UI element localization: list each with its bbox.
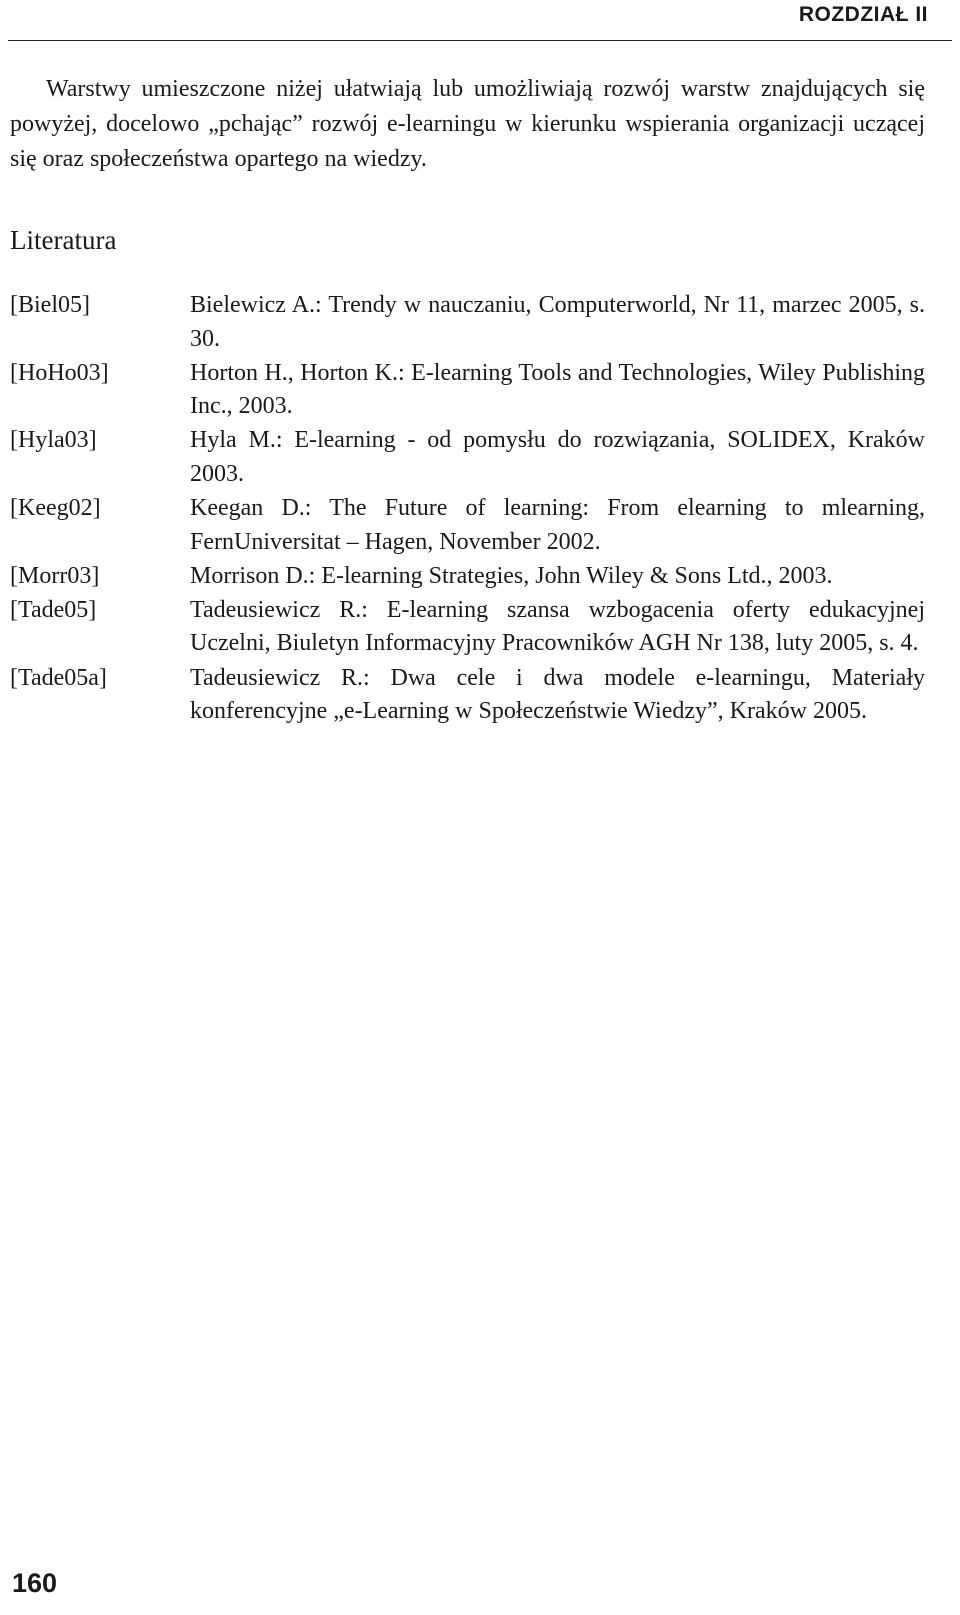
reference-item <box>10 662 925 729</box>
reference-item <box>10 424 925 491</box>
reference-key: [Biel05] <box>10 292 90 318</box>
reference-text: Morrison D.: E-learning Strategies, John Wiley & Sons Ltd., 2003. <box>190 562 833 589</box>
reference-item <box>10 289 925 356</box>
reference-item <box>10 560 925 594</box>
reference-key: [HoHo03] <box>10 359 109 386</box>
reference-key: [Tade05] <box>10 596 97 623</box>
header-rule <box>8 40 952 41</box>
reference-text: Tadeusiewicz R.: E-learning szansa wzbogacenia oferty edukacyjnej Uczelni, Biuletyn Informacyjny Pracowników AGH Nr 138, luty 2005, s. 4. <box>190 596 925 657</box>
reference-item <box>10 594 925 661</box>
reference-text: Tadeusiewicz R.: Dwa cele i dwa modele e-learningu, Materiały konferencyjne „e-Learning w Społeczeństwie Wiedzy”, Kraków 2005. <box>190 664 925 725</box>
intro-paragraph: Warstwy umieszczone niżej ułatwiają lub umożliwiają rozwój warstw znajdujących się powyżej, docelowo „pchając” rozwój e-learningu w kierunku wspierania organizacji uczącej się oraz społeczeństwa opartego na wiedzy. <box>10 76 925 172</box>
reference-item <box>10 492 925 559</box>
reference-list <box>10 289 925 729</box>
reference-text: Keegan D.: The Future of learning: From elearning to mlearning, FernUniversitat – Hagen, November 2002. <box>190 495 925 555</box>
section-title: Literatura <box>10 225 117 255</box>
running-head-chapter: ROZDZIAŁ II <box>798 3 928 26</box>
reference-item <box>10 357 925 424</box>
reference-text: Horton H., Horton K.: E-learning Tools and Technologies, Wiley Publishing Inc., 2003. <box>190 359 925 420</box>
reference-text: Hyla M.: E-learning - od pomysłu do rozwiązania, SOLIDEX, Kraków 2003. <box>190 427 925 487</box>
reference-text: Bielewicz A.: Trendy w nauczaniu, Computerworld, Nr 11, marzec 2005, s. 30. <box>190 292 925 352</box>
reference-key: [Tade05a] <box>10 664 107 691</box>
page-number: 160 <box>12 1568 58 1598</box>
reference-key: [Morr03] <box>10 562 100 589</box>
reference-key: [Hyla03] <box>10 427 97 454</box>
reference-key: [Keeg02] <box>10 495 101 522</box>
